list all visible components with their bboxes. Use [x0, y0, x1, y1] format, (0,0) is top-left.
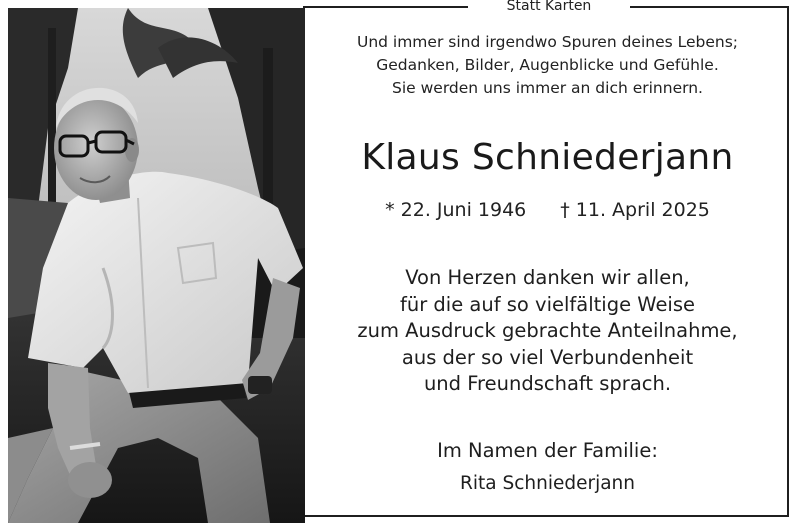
thanks-line: aus der so viel Verbundenheit	[401, 345, 694, 369]
thanks-line: und Freundschaft sprach.	[423, 372, 672, 395]
thanks-line: für die auf so vielfältige Weise	[399, 292, 696, 316]
death-date: † 11. April 2025	[560, 199, 710, 221]
poem	[305, 31, 790, 100]
thanks-line: zum Ausdruck gebrachte Anteilnahme,	[357, 319, 738, 342]
portrait-photo	[8, 8, 305, 523]
family-intro: Im Namen der Familie:	[437, 439, 658, 462]
poem-line: Gedanken, Bilder, Augenblicke und Gefühle.	[376, 56, 719, 74]
thanks-text	[305, 265, 790, 398]
thanks-line: Von Herzen danken wir allen,	[405, 266, 690, 289]
statt-karten-label: Statt Karten	[506, 0, 592, 14]
poem-line: Sie werden uns immer an dich erinnern.	[392, 79, 703, 97]
poem-line: Und immer sind irgendwo Spuren deines Lebens;	[356, 33, 739, 51]
deceased-name: Klaus Schniederjann	[361, 137, 734, 178]
life-dates	[305, 199, 790, 221]
birth-date: * 22. Juni 1946	[385, 199, 527, 221]
signer-name: Rita Schniederjann	[459, 473, 635, 494]
